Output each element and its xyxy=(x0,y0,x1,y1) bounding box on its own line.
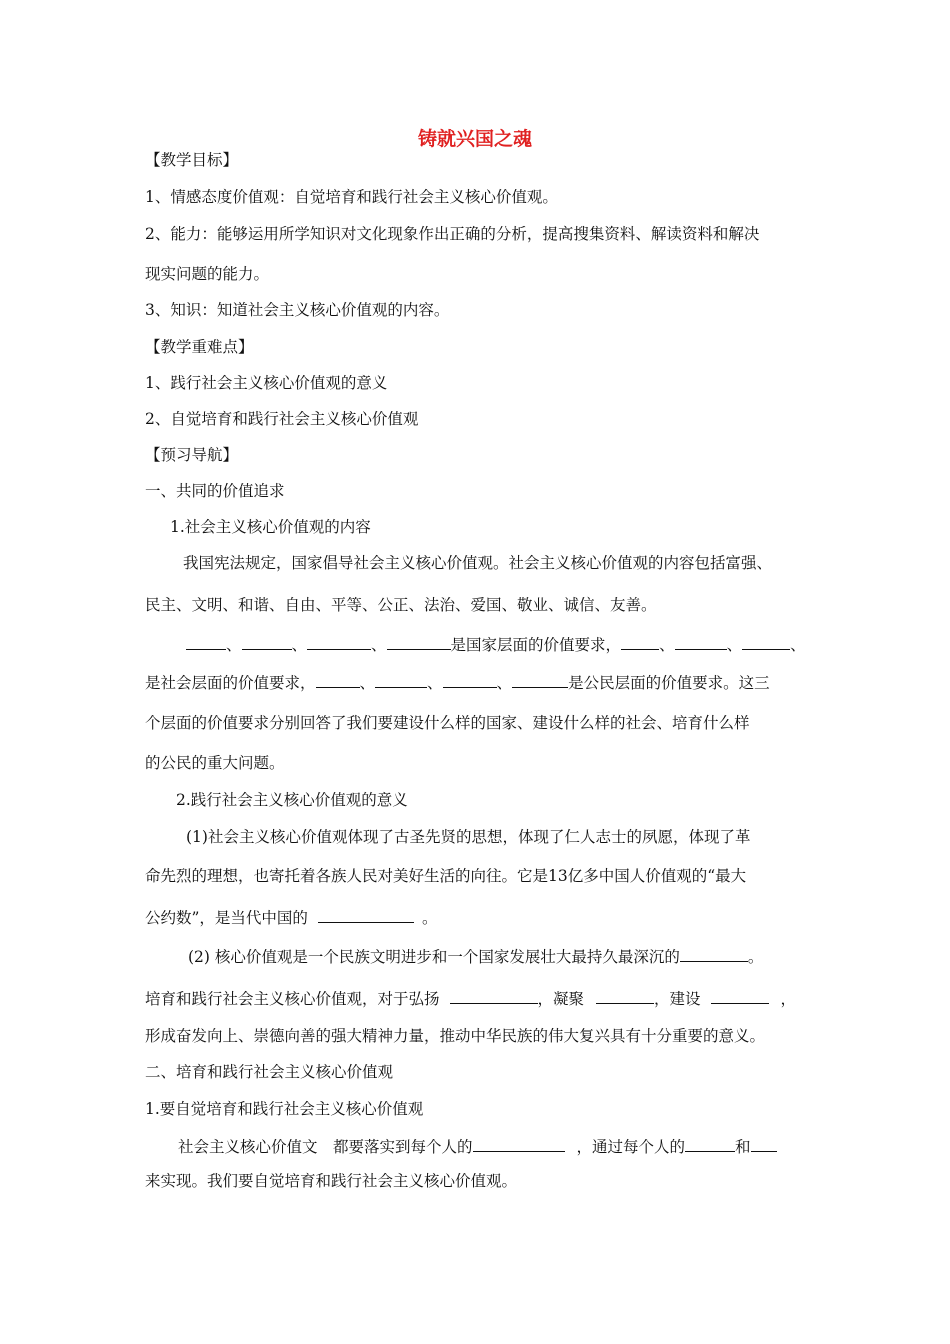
paragraph-line: 个层面的价值要求分别回答了我们要建设什么样的国家、建设什么样的社会、培育什么样 xyxy=(145,714,750,732)
goal-1: 1、情感态度价值观：自觉培育和践行社会主义核心价值观。 xyxy=(145,188,558,206)
paragraph-line: 的公民的重大问题。 xyxy=(145,754,285,772)
separator: 、 xyxy=(659,636,675,654)
preview-heading: 【预习导航】 xyxy=(145,446,239,464)
paragraph-line: 我国宪法规定，国家倡导社会主义核心价值观。社会主义核心价值观的内容包括富强、 xyxy=(183,554,773,572)
part-2-subheading-1: 1.要自觉培育和践行社会主义核心价值观 xyxy=(145,1100,424,1118)
part-2-heading: 二、培育和践行社会主义核心价值观 xyxy=(145,1063,394,1081)
blank-field[interactable] xyxy=(675,633,727,650)
blank-field[interactable] xyxy=(473,1135,565,1152)
paragraph-line: 民主、文明、和谐、自由、平等、公正、法治、爱国、敬业、诚信、友善。 xyxy=(145,596,657,614)
goal-2-line-a: 2、能力：能够运用所学知识对文化现象作出正确的分析，提高搜集资料、解读资料和解决 xyxy=(145,225,760,243)
goals-heading: 【教学目标】 xyxy=(145,151,239,169)
page-title: 铸就兴国之魂 xyxy=(417,128,532,150)
blank-field[interactable] xyxy=(621,633,659,650)
blank-field[interactable] xyxy=(751,1135,777,1152)
fill-text: ， xyxy=(780,990,797,1008)
blank-field[interactable] xyxy=(375,671,427,688)
fill-text: 是社会层面的价值要求， xyxy=(145,674,316,692)
separator: 、 xyxy=(291,636,308,654)
blank-field[interactable] xyxy=(680,945,748,962)
separator: 、 xyxy=(726,636,743,654)
fill-text: 社会主义核心价值文 都要落实到每个人的 xyxy=(178,1138,473,1156)
blank-field[interactable] xyxy=(186,633,226,650)
fill-text: 培育和践行社会主义核心价值观，对于弘扬 xyxy=(145,990,440,1008)
fill-text: 是公民层面的价值要求。这三 xyxy=(568,674,770,692)
fill-text: ，通过每个人的 xyxy=(576,1138,686,1156)
blank-field[interactable] xyxy=(450,987,538,1004)
goal-3: 3、知识：知道社会主义核心价值观的内容。 xyxy=(145,301,450,319)
paragraph-line: 形成奋发向上、崇德向善的强大精神力量，推动中华民族的伟大复兴具有十分重要的意义。 xyxy=(145,1027,766,1045)
blank-field[interactable] xyxy=(443,671,497,688)
paragraph-line xyxy=(188,945,763,967)
separator: 、 xyxy=(226,636,242,654)
blank-field[interactable] xyxy=(387,633,451,650)
separator: 、 xyxy=(427,674,443,692)
fill-text: (2) 核心价值观是一个民族文明进步和一个国家发展壮大最持久最深沉的 xyxy=(188,948,680,966)
fill-line-2 xyxy=(145,671,770,693)
paragraph-line: 来实现。我们要自觉培育和践行社会主义核心价值观。 xyxy=(145,1172,518,1190)
blank-field[interactable] xyxy=(512,671,568,688)
fill-line-1 xyxy=(186,633,806,655)
separator: 、 xyxy=(790,636,806,654)
key-heading: 【教学重难点】 xyxy=(145,338,254,356)
part-1-subheading-1: 1.社会主义核心价值观的内容 xyxy=(170,518,371,536)
fill-text: ，凝聚 xyxy=(537,990,585,1008)
paragraph-line: 命先烈的理想，也寄托着各族人民对美好生活的向往。它是13亿多中国人价值观的“最大 xyxy=(145,867,747,885)
fill-text: ，建设 xyxy=(654,990,701,1008)
blank-field[interactable] xyxy=(242,633,292,650)
blank-field[interactable] xyxy=(316,671,360,688)
blank-field[interactable] xyxy=(318,906,414,923)
fill-text: 。 xyxy=(747,948,764,966)
paragraph-line xyxy=(145,906,437,928)
separator: 、 xyxy=(496,674,513,692)
blank-field[interactable] xyxy=(742,633,790,650)
paragraph-line xyxy=(145,987,796,1009)
separator: 、 xyxy=(359,674,376,692)
blank-field[interactable] xyxy=(596,987,654,1004)
goal-2-line-b: 现实问题的能力。 xyxy=(145,265,270,283)
part-1-subheading-2: 2.践行社会主义核心价值观的意义 xyxy=(176,791,408,809)
fill-text: 公约数”，是当代中国的 xyxy=(145,909,308,927)
paragraph-line xyxy=(178,1135,777,1157)
blank-field[interactable] xyxy=(685,1135,735,1152)
fill-text: 和 xyxy=(735,1138,751,1156)
separator: 、 xyxy=(371,636,387,654)
key-point-1: 1、践行社会主义核心价值观的意义 xyxy=(145,374,388,392)
fill-text: 。 xyxy=(421,909,438,927)
part-1-heading: 一、共同的价值追求 xyxy=(145,482,285,500)
paragraph-line: (1)社会主义核心价值观体现了古圣先贤的思想，体现了仁人志士的夙愿，体现了革 xyxy=(186,828,751,846)
fill-text: 是国家层面的价值要求， xyxy=(450,636,622,654)
blank-field[interactable] xyxy=(711,987,769,1004)
key-point-2: 2、自觉培育和践行社会主义核心价值观 xyxy=(145,410,419,428)
blank-field[interactable] xyxy=(307,633,371,650)
